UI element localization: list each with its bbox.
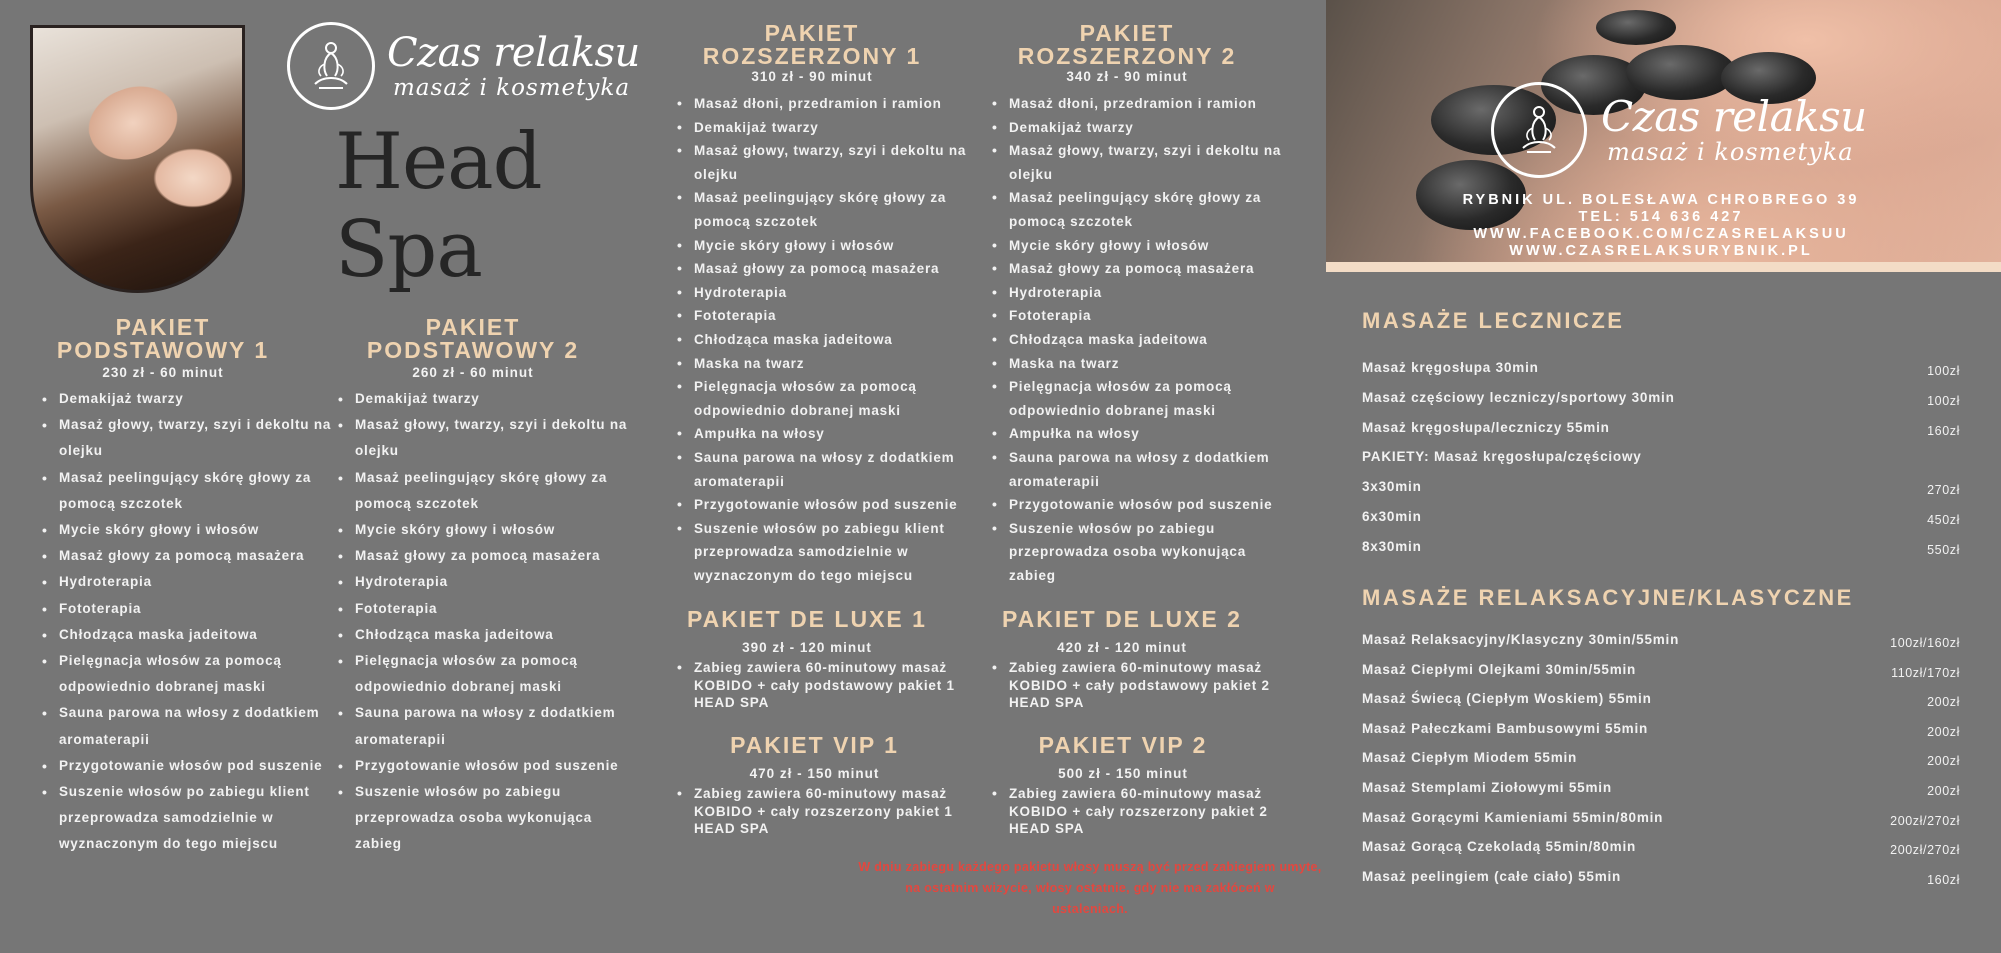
contact-facebook[interactable]: WWW.FACEBOOK.COM/CZASRELAKSUU <box>1473 226 1849 242</box>
brand-logo <box>287 22 640 110</box>
package-deluxe-2 <box>992 608 1272 712</box>
service-price: 100zł <box>1927 393 1960 408</box>
package-items <box>992 92 1292 587</box>
package-item: • Mycie skóry głowy i włosów <box>677 234 977 258</box>
price-row <box>1362 479 1960 509</box>
package-item: • Hydroterapia <box>677 281 977 305</box>
therapist-hands <box>153 148 233 208</box>
package-title-line-1: PAKIET <box>1079 20 1175 46</box>
service-price: 200zł/270zł <box>1890 843 1960 858</box>
service-name: Masaż peelingiem (całe ciało) 55min <box>1362 868 1622 884</box>
package-item: • Masaż głowy, twarzy, szyi i dekoltu na olejku <box>677 139 977 186</box>
package-item: • Mycie skóry głowy i włosów <box>338 517 638 543</box>
hero-brand-subtitle: masaż i kosmetyka <box>1607 138 1854 166</box>
service-name: 6x30min <box>1362 509 1422 524</box>
package-item: • Demakijaż twarzy <box>338 386 638 412</box>
package-item: • Masaż głowy, twarzy, szyi i dekoltu na olejku <box>338 412 638 464</box>
package-item: • Sauna parowa na włosy z dodatkiem aromaterapii <box>338 700 638 752</box>
package-item: • Hydroterapia <box>992 281 1292 305</box>
package-title: PAKIET DE LUXE 1 <box>687 606 927 632</box>
package-items <box>677 92 977 587</box>
package-item: • Fototerapia <box>42 596 342 622</box>
package-item: • Suszenie włosów po zabiegu przeprowadza osoba wykonująca zabieg <box>992 517 1292 588</box>
service-name: Masaż kręgosłupa/leczniczy 55min <box>1362 419 1610 435</box>
package-items <box>677 785 957 838</box>
service-name: Masaż Pałeczkami Bambusowymi 55min <box>1362 720 1649 736</box>
page-title-line-1: Head <box>335 117 542 207</box>
package-title-line-2: ROZSZERZONY 2 <box>1017 43 1237 69</box>
package-title-line-2: PODSTAWOWY 1 <box>56 337 270 363</box>
price-row <box>1362 721 1960 751</box>
package-item: • Ampułka na włosy <box>992 422 1292 446</box>
service-price: 550zł <box>1927 542 1960 557</box>
package-item: • Sauna parowa na włosy z dodatkiem aromaterapii <box>42 700 342 752</box>
package-title-line-2: PODSTAWOWY 2 <box>366 337 580 363</box>
package-item: • Masaż głowy za pomocą masażera <box>992 257 1292 281</box>
contact-website[interactable]: WWW.CZASRELAKSURYBNIK.PL <box>1509 243 1813 259</box>
package-item: • Pielęgnacja włosów za pomocą odpowiednio dobranej maski <box>42 648 342 700</box>
package-item: • Suszenie włosów po zabiegu klient przeprowadza samodzielnie w wyznaczonym do tego miejscu <box>42 779 342 858</box>
package-deluxe-1 <box>677 608 957 712</box>
brand-subtitle: masaż i kosmetyka <box>393 75 631 101</box>
service-name: Masaż Świecą (Ciepłym Woskiem) 55min <box>1362 691 1652 707</box>
package-item: • Zabieg zawiera 60-minutowy masaż KOBIDO + cały rozszerzony pakiet 1 HEAD SPA <box>677 785 957 838</box>
contact-phone: TEL: 514 636 427 <box>1578 209 1744 225</box>
section-title: MASAŻE LECZNICZE <box>1362 308 1625 333</box>
service-name: PAKIETY: Masaż kręgosłupa/częściowy <box>1362 449 1642 465</box>
photo-bottom-strip <box>1326 262 2001 272</box>
service-price: 160zł <box>1927 872 1960 887</box>
hero-logo <box>1491 82 1867 178</box>
meditation-figure-icon <box>287 22 375 110</box>
hot-stone-photo <box>1326 0 2001 272</box>
service-name: 8x30min <box>1362 538 1422 554</box>
service-price: 200zł/270zł <box>1890 813 1960 828</box>
package-title-line-1: PAKIET <box>425 314 521 340</box>
package-basic-1 <box>42 316 342 858</box>
package-item: • Demakijaż twarzy <box>677 116 977 140</box>
service-name: Masaż kręgosłupa 30min <box>1362 360 1539 375</box>
package-price: 230 zł - 60 minut <box>102 365 224 380</box>
booking-note-line-3: ustaleniach. <box>1052 902 1128 916</box>
package-item: • Pielęgnacja włosów za pomocą odpowiednio dobranej maski <box>677 375 977 422</box>
stone-6 <box>1596 10 1676 45</box>
package-items <box>992 659 1272 712</box>
package-item: • Maska na twarz <box>992 352 1292 376</box>
service-price: 270zł <box>1927 483 1960 498</box>
package-item: • Pielęgnacja włosów za pomocą odpowiednio dobranej maski <box>338 648 638 700</box>
package-items <box>42 386 342 858</box>
package-price: 310 zł - 90 minut <box>751 69 873 84</box>
package-extended-1 <box>677 22 977 587</box>
package-item: • Sauna parowa na włosy z dodatkiem aromaterapii <box>992 446 1292 493</box>
package-item: • Demakijaż twarzy <box>42 386 342 412</box>
package-item: • Zabieg zawiera 60-minutowy masaż KOBIDO + cały podstawowy pakiet 1 HEAD SPA <box>677 659 957 712</box>
package-item: • Masaż głowy za pomocą masażera <box>42 543 342 569</box>
service-name: Masaż Gorącą Czekoladą 55min/80min <box>1362 839 1637 855</box>
package-item: • Masaż głowy za pomocą masażera <box>677 257 977 281</box>
price-row <box>1362 780 1960 810</box>
package-items <box>992 785 1272 838</box>
service-price: 160zł <box>1927 423 1960 438</box>
package-item: • Hydroterapia <box>42 569 342 595</box>
package-price: 500 zł - 150 minut <box>1058 766 1188 781</box>
package-item: • Przygotowanie włosów pod suszenie <box>338 753 638 779</box>
package-price: 390 zł - 120 minut <box>742 640 872 655</box>
meditation-figure-icon <box>1491 82 1587 178</box>
package-item: • Suszenie włosów po zabiegu klient przeprowadza samodzielnie w wyznaczonym do tego miejscu <box>677 517 977 588</box>
package-item: • Masaż dłoni, przedramion i ramion <box>992 92 1292 116</box>
package-item: • Przygotowanie włosów pod suszenie <box>42 753 342 779</box>
package-item: • Masaż peelingujący skórę głowy za pomocą szczotek <box>42 465 342 517</box>
package-item: • Fototerapia <box>992 304 1292 328</box>
package-title: PAKIET DE LUXE 2 <box>1002 606 1242 632</box>
price-row <box>1362 810 1960 840</box>
package-item: • Zabieg zawiera 60-minutowy masaż KOBIDO + cały rozszerzony pakiet 2 HEAD SPA <box>992 785 1272 838</box>
hero-brand-title: Czas relaksu <box>1601 92 1867 141</box>
package-item: • Mycie skóry głowy i włosów <box>992 234 1292 258</box>
page-title <box>335 118 542 294</box>
package-price: 340 zł - 90 minut <box>1066 69 1188 84</box>
package-item: • Chłodząca maska jadeitowa <box>677 328 977 352</box>
package-item: • Masaż głowy, twarzy, szyi i dekoltu na olejku <box>42 412 342 464</box>
price-row <box>1362 750 1960 780</box>
price-list <box>1362 585 1962 905</box>
package-item: • Hydroterapia <box>338 569 638 595</box>
package-item: • Chłodząca maska jadeitowa <box>992 328 1292 352</box>
service-price: 110zł/170zł <box>1891 665 1960 680</box>
price-row <box>1362 420 1960 450</box>
package-title: PAKIET VIP 2 <box>1038 732 1208 758</box>
price-row <box>1362 390 1960 420</box>
package-item: • Maska na twarz <box>677 352 977 376</box>
package-item: • Ampułka na włosy <box>677 422 977 446</box>
package-item: • Fototerapia <box>338 596 638 622</box>
package-title-line-1: PAKIET <box>115 314 211 340</box>
service-price: 100zł/160zł <box>1890 636 1960 650</box>
contact-block <box>1436 192 1886 260</box>
brand-title: Czas relaksu <box>387 30 640 76</box>
package-price: 260 zł - 60 minut <box>412 365 534 380</box>
price-row <box>1362 632 1960 662</box>
service-name: 3x30min <box>1362 479 1422 495</box>
relax-massages-section <box>1362 585 1962 905</box>
package-item: • Przygotowanie włosów pod suszenie <box>992 493 1292 517</box>
package-item: • Suszenie włosów po zabiegu przeprowadza osoba wykonująca zabieg <box>338 779 638 858</box>
section-title: MASAŻE RELAKSACYJNE/KLASYCZNE <box>1362 585 1854 610</box>
package-title-line-2: ROZSZERZONY 1 <box>702 43 922 69</box>
package-item: • Masaż peelingujący skórę głowy za pomocą szczotek <box>992 186 1292 233</box>
booking-note <box>790 857 1390 920</box>
price-row <box>1362 869 1960 899</box>
package-vip-2 <box>992 734 1272 838</box>
package-extended-2 <box>992 22 1292 587</box>
package-title: PAKIET VIP 1 <box>730 732 899 758</box>
package-item: • Masaż peelingujący skórę głowy za pomocą szczotek <box>338 465 638 517</box>
price-row <box>1362 691 1960 721</box>
service-price: 200zł <box>1927 784 1960 798</box>
booking-note-line-1: W dniu zabiegu każdego pakietu włosy muszą być przed zabiegiem umyte, <box>858 860 1322 874</box>
package-vip-1 <box>677 734 957 838</box>
price-row <box>1362 839 1960 869</box>
package-item: • Masaż peelingujący skórę głowy za pomocą szczotek <box>677 186 977 233</box>
package-items <box>338 386 638 858</box>
service-price: 200zł <box>1927 754 1960 769</box>
service-name: Masaż Ciepłym Miodem 55min <box>1362 750 1578 766</box>
package-item: • Mycie skóry głowy i włosów <box>42 517 342 543</box>
head-massage-photo <box>30 25 245 293</box>
service-price: 200zł <box>1927 724 1960 739</box>
price-row <box>1362 449 1960 479</box>
service-name: Masaż Relaksacyjny/Klasyczny 30min/55min <box>1362 632 1680 647</box>
service-price: 100zł <box>1927 364 1960 378</box>
price-row <box>1362 360 1960 390</box>
service-name: Masaż Gorącymi Kamieniami 55min/80min <box>1362 809 1664 825</box>
package-item: • Masaż głowy, twarzy, szyi i dekoltu na olejku <box>992 139 1292 186</box>
service-name: Masaż Stemplami Ziołowymi 55min <box>1362 780 1612 795</box>
price-row <box>1362 662 1960 692</box>
package-item: • Masaż głowy za pomocą masażera <box>338 543 638 569</box>
package-item: • Chłodząca maska jadeitowa <box>42 622 342 648</box>
package-item: • Masaż dłoni, przedramion i ramion <box>677 92 977 116</box>
package-item: • Fototerapia <box>677 304 977 328</box>
therapeutic-massages-section <box>1362 308 1962 568</box>
package-item: • Zabieg zawiera 60-minutowy masaż KOBIDO + cały podstawowy pakiet 2 HEAD SPA <box>992 659 1272 712</box>
contact-address: RYBNIK UL. BOLESŁAWA CHROBREGO 39 <box>1462 192 1860 208</box>
package-item: • Demakijaż twarzy <box>992 116 1292 140</box>
package-item: • Pielęgnacja włosów za pomocą odpowiednio dobranej maski <box>992 375 1292 422</box>
service-price: 200zł <box>1927 695 1960 710</box>
service-price: 450zł <box>1927 513 1960 527</box>
package-item: • Chłodząca maska jadeitowa <box>338 622 638 648</box>
package-basic-2 <box>338 316 638 858</box>
price-row <box>1362 539 1960 569</box>
booking-note-line-2: na ostatnim wizycie, włosy ostatnie, gdy nie ma zakłóceń w <box>905 881 1275 895</box>
page-title-line-2: Spa <box>335 205 482 295</box>
price-list <box>1362 308 1962 568</box>
package-item: • Przygotowanie włosów pod suszenie <box>677 493 977 517</box>
price-row <box>1362 509 1960 539</box>
service-name: Masaż Ciepłymi Olejkami 30min/55min <box>1362 661 1637 677</box>
package-item: • Sauna parowa na włosy z dodatkiem aromaterapii <box>677 446 977 493</box>
package-price: 420 zł - 120 minut <box>1057 640 1187 655</box>
package-title-line-1: PAKIET <box>764 20 860 46</box>
package-price: 470 zł - 150 minut <box>749 766 880 781</box>
package-items <box>677 659 957 712</box>
service-name: Masaż częściowy leczniczy/sportowy 30min <box>1362 389 1675 405</box>
